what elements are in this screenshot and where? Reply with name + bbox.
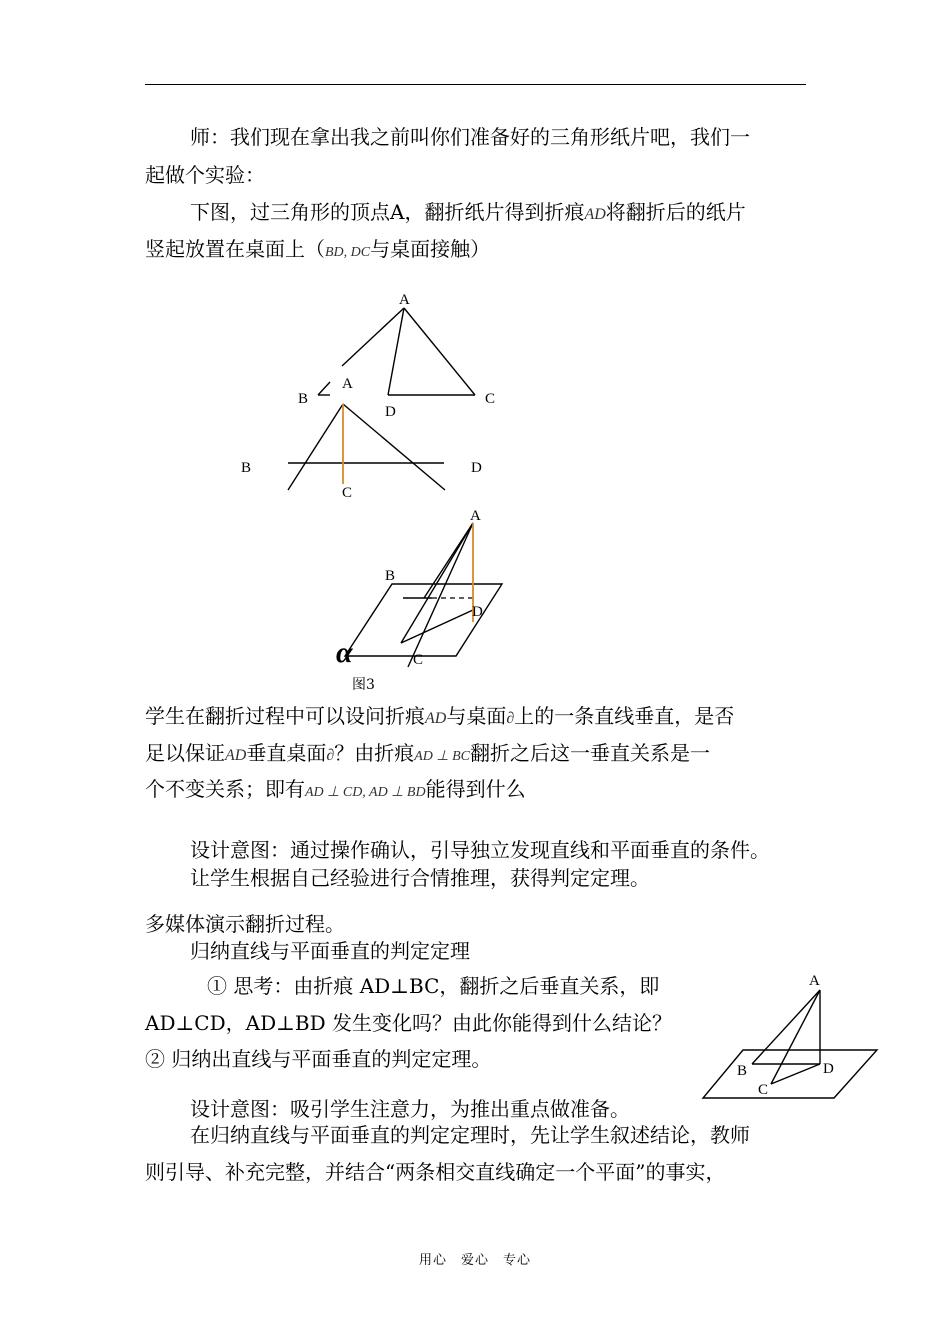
para-4-line-1 bbox=[190, 836, 770, 864]
text: 起做个实验： bbox=[145, 163, 265, 187]
text: 与桌面 bbox=[446, 704, 507, 728]
text: AD⊥CD，AD⊥BD 发生变化吗？由此你能得到什么结论？ bbox=[145, 1011, 673, 1035]
page-footer: 用心 爱心 专心 bbox=[418, 1253, 531, 1268]
fig4-label-d: D bbox=[823, 1061, 834, 1077]
text: 让学生根据自己经验进行合情推理，获得判定定理。 bbox=[190, 866, 650, 890]
math: AD bbox=[584, 206, 606, 223]
text: 设计意图：吸引学生注意力，为推出重点做准备。 bbox=[190, 1097, 630, 1121]
para-7-line-1 bbox=[207, 972, 659, 1000]
figure-3-plane bbox=[336, 508, 502, 693]
text: 能得到什么 bbox=[425, 777, 526, 801]
text: 翻折之后这一垂直关系是一 bbox=[469, 741, 710, 765]
text: 下图，过三角形的顶点A，翻折纸片得到折痕 bbox=[190, 200, 585, 224]
para-9-line-1 bbox=[190, 1121, 750, 1149]
text: 则引导、补充完整，并结合“两条相交直线确定一个平面”的事实， bbox=[145, 1160, 726, 1184]
para-7-line-3 bbox=[145, 1045, 491, 1073]
fig4-label-a: A bbox=[809, 973, 820, 989]
text: 个不变关系；即有 bbox=[145, 777, 305, 801]
fig2-label-c: C bbox=[342, 485, 353, 501]
text: 设计意图：通过操作确认，引导独立发现直线和平面垂直的条件。 bbox=[190, 838, 770, 862]
text: ？由折痕 bbox=[334, 741, 415, 765]
fig3-label-a: A bbox=[470, 508, 481, 524]
para-6 bbox=[190, 937, 470, 965]
figure-triangle-fold bbox=[298, 292, 495, 420]
fig2-label-d: D bbox=[471, 460, 482, 476]
text: 学生在翻折过程中可以设问折痕 bbox=[145, 704, 425, 728]
math: AD ⊥ CD, AD ⊥ BD bbox=[305, 785, 426, 800]
fig1-label-a: A bbox=[399, 292, 410, 308]
text: 垂直桌面 bbox=[246, 741, 327, 765]
text: ② 归纳出直线与平面垂直的判定定理。 bbox=[145, 1047, 492, 1071]
text: 上的一条直线垂直，是否 bbox=[514, 704, 735, 728]
para-3-line-2 bbox=[145, 739, 710, 771]
para-5 bbox=[145, 910, 345, 938]
text: 与桌面接触） bbox=[370, 237, 491, 261]
para-4-line-2 bbox=[190, 864, 650, 892]
fig3-label-c: C bbox=[413, 652, 424, 668]
text: 师：我们现在拿出我之前叫你们准备好的三角形纸片吧，我们一 bbox=[190, 125, 750, 149]
math: ∂ bbox=[506, 710, 515, 727]
fig1-label-c: C bbox=[485, 391, 496, 407]
math: BD, DC bbox=[325, 245, 371, 260]
math: AD ⊥ BC bbox=[414, 749, 470, 764]
para-3-line-3 bbox=[145, 775, 526, 807]
fig4-label-b: B bbox=[737, 1063, 748, 1079]
text: 竖起放置在桌面上（ bbox=[145, 237, 325, 261]
math: ∂ bbox=[326, 747, 335, 764]
text: 将翻折后的纸片 bbox=[605, 200, 746, 224]
text: 足以保证 bbox=[145, 741, 225, 765]
fig2-label-a: A bbox=[342, 376, 353, 392]
fig3-label-b: B bbox=[385, 568, 396, 584]
text: 在归纳直线与平面垂直的判定定理时，先让学生叙述结论，教师 bbox=[190, 1123, 750, 1147]
fig3-label-d: D bbox=[472, 604, 483, 620]
plane-alpha-label: α bbox=[336, 636, 353, 669]
figure-4-plane bbox=[703, 973, 877, 1098]
para-8 bbox=[190, 1095, 630, 1123]
text: 多媒体演示翻折过程。 bbox=[145, 912, 345, 936]
para-7-line-2 bbox=[145, 1009, 672, 1037]
fig1-label-d: D bbox=[385, 404, 396, 420]
fig1-label-b: B bbox=[298, 391, 309, 407]
math: AD bbox=[225, 747, 247, 764]
text: 归纳直线与平面垂直的判定定理 bbox=[190, 939, 470, 963]
para-9-line-2 bbox=[145, 1158, 725, 1186]
figure-caption: 图3 bbox=[352, 677, 375, 693]
fig4-label-c: C bbox=[758, 1082, 769, 1098]
para-3-line-1 bbox=[145, 702, 734, 733]
fig2-label-b: B bbox=[241, 460, 252, 476]
text: ① 思考：由折痕 AD⊥BC，翻折之后垂直关系，即 bbox=[207, 974, 660, 998]
math: AD bbox=[425, 710, 447, 727]
